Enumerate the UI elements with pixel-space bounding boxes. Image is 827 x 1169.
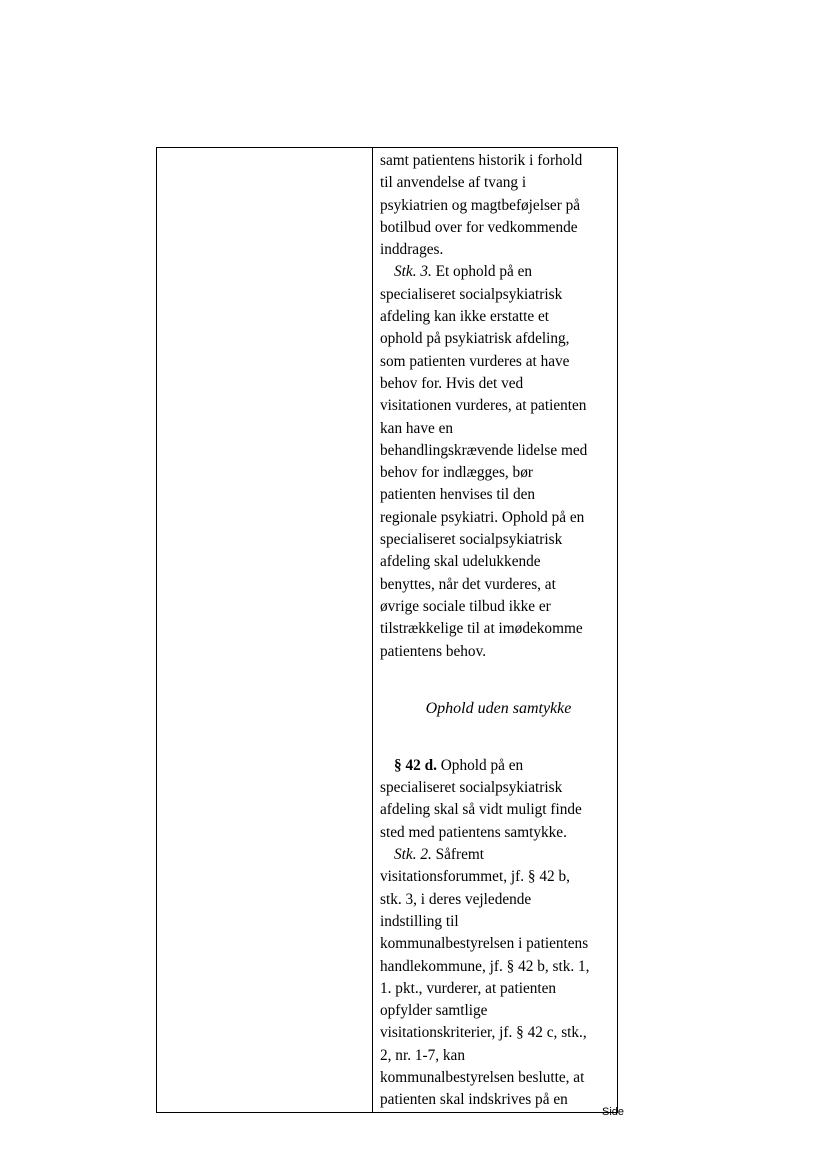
stk-label: Stk. 3. (394, 263, 432, 281)
text-line: til anvendelse af tvang i (380, 174, 527, 192)
text-line: § 42 d. Ophold på en (394, 756, 524, 774)
text-line: behov for indlægges, bør (380, 464, 533, 482)
text-line: tilstrækkelige til at imødekomme (380, 620, 583, 638)
text-line: ophold på psykiatrisk afdeling, (380, 330, 570, 348)
text-line: kommunalbestyrelsen beslutte, at (380, 1068, 585, 1086)
text-line: samt patientens historik i forhold (380, 152, 583, 169)
text-line: kan have en (380, 419, 454, 437)
section-label: § 42 d. (394, 756, 437, 774)
text-line: botilbud over for vedkommende (380, 218, 578, 236)
page-footer-label: Side (602, 1106, 625, 1118)
text-line: Stk. 3. Et ophold på en (394, 263, 533, 281)
paragraph-stk-3 (380, 261, 617, 662)
text-line: patientens behov. (380, 642, 487, 660)
text-line: indstilling til (380, 912, 459, 930)
text-line: Stk. 2. Såfremt (394, 846, 485, 864)
text-line: afdeling skal udelukkende (380, 553, 541, 571)
text-line: 1. pkt., vurderer, at patienten (380, 979, 557, 997)
text-line: patienten henvises til den (380, 486, 536, 504)
document-table (156, 147, 618, 1113)
paragraph-42d (380, 755, 617, 844)
text-line: sted med patientens samtykke. (380, 823, 567, 841)
text-line: patienten skal indskrives på en (380, 1091, 568, 1109)
text-line: behov for. Hvis det ved (380, 374, 524, 392)
section-heading: Ophold uden samtykke (425, 699, 572, 717)
left-column-cell (157, 148, 373, 1113)
text-line: stk. 3, i deres vejledende (380, 890, 532, 908)
text-line: afdeling skal så vidt muligt finde (380, 801, 582, 819)
text-line: benyttes, når det vurderes, at (380, 575, 556, 593)
text-line: behandlingskrævende lidelse med (380, 441, 588, 459)
paragraph-stk-2 (380, 844, 617, 1112)
text-line: 2, nr. 1-7, kan (380, 1046, 465, 1064)
text-line: specialiseret socialpsykiatrisk (380, 531, 563, 549)
text-line: øvrige sociale tilbud ikke er (380, 597, 551, 615)
text-line: som patienten vurderes at have (380, 352, 570, 370)
text-line: visitationen vurderes, at patienten (380, 397, 587, 415)
text-line: kommunalbestyrelsen i patientens (380, 935, 589, 953)
text-line: afdeling kan ikke erstatte et (380, 308, 550, 326)
text-line: handlekommune, jf. § 42 b, stk. 1, (380, 957, 590, 975)
text-line: opfylder samtlige (380, 1002, 488, 1020)
stk-label: Stk. 2. (394, 846, 432, 864)
text-line: specialiseret socialpsykiatrisk (380, 779, 563, 797)
text-line: visitationskriterier, jf. § 42 c, stk., (380, 1024, 587, 1042)
paragraph-1 (380, 150, 617, 261)
text-line: visitationsforummet, jf. § 42 b, (380, 868, 570, 886)
text-line: inddrages. (380, 241, 444, 259)
text-line: specialiseret socialpsykiatrisk (380, 285, 563, 303)
text-line: psykiatrien og magtbeføjelser på (380, 196, 581, 214)
text-line: regionale psykiatri. Ophold på en (380, 508, 585, 526)
right-column-cell (373, 148, 618, 1113)
